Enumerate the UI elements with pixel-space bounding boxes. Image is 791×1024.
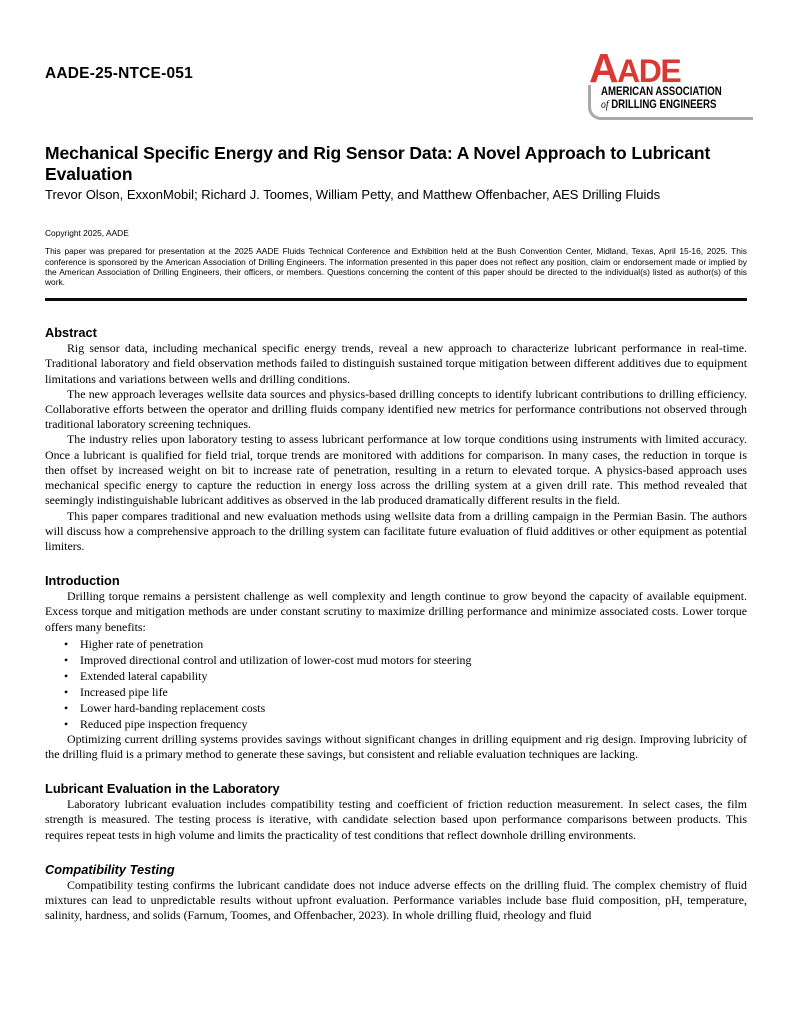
paper-number: AADE-25-NTCE-051 <box>45 65 193 82</box>
lab-evaluation-heading: Lubricant Evaluation in the Laboratory <box>45 781 280 797</box>
aade-logo-letter-a: A <box>589 45 618 91</box>
bullet-item <box>64 716 747 732</box>
bullet-marker: • <box>64 700 69 715</box>
compatibility-testing-heading: Compatibility Testing <box>45 861 175 877</box>
section-lab-evaluation <box>45 781 747 843</box>
aade-logo-of-word: of <box>601 98 609 111</box>
bullet-marker: • <box>64 684 69 699</box>
section-introduction <box>45 573 747 762</box>
section-compatibility-testing <box>45 862 747 924</box>
abstract-paragraph-4: This paper compares traditional and new evaluation methods using wellsite data from a drilling campaign in the Permian Basin. The authors will discuss how a comprehensive approach to the drilling system can facilitate future evaluation of fluid additives or other equipment as potential limiters. <box>45 508 747 553</box>
introduction-paragraph-1: Drilling torque remains a persistent challenge as well complexity and length continue to grow beyond the capacity of available equipment. Excess torque and mitigation methods are under constant scrutiny to maximize drilling performance and minimize associated costs. Lower torque offers many benefits: <box>45 589 747 634</box>
aade-logo-subtitle-line1: AMERICAN ASSOCIATION <box>601 85 722 98</box>
lab-evaluation-paragraph-1: Laboratory lubricant evaluation includes compatibility testing and coefficient of friction reduction measurement. In select cases, the film strength is measured. The testing process is iterative, with candidate selection based upon performance comparisons between products. This requires repeat tests in high volume and limits the practicality of test conditions that reflect downhole drilling environments. <box>45 797 747 842</box>
aade-logo-letters-ade: ADE <box>617 53 681 89</box>
aade-logo-wordmark <box>589 45 753 91</box>
bullet-text: Improved directional control and utilization of lower-cost mud motors for steering <box>80 652 472 667</box>
divider-rule <box>45 298 747 301</box>
section-abstract <box>45 325 747 554</box>
abstract-paragraph-2: The new approach leverages wellsite data sources and physics-based drilling concepts to identify lubricant contributions to drilling efficiency. Collaborative efforts between the operator and drilling fluids company identified new metrics for performance contributions not observed through traditional laboratory screening techniques. <box>45 386 747 432</box>
bullet-item <box>64 700 747 716</box>
bullet-marker: • <box>64 652 69 667</box>
bullet-text: Lower hard-banding replacement costs <box>80 700 266 715</box>
introduction-heading: Introduction <box>45 573 120 589</box>
aade-logo-subtitle-line2-text: DRILLING ENGINEERS <box>611 98 717 111</box>
aade-logo-subtitle-line2 <box>601 99 729 112</box>
bullet-text: Reduced pipe inspection frequency <box>80 716 248 731</box>
copyright-line: Copyright 2025, AADE <box>45 228 129 239</box>
bullet-text: Higher rate of penetration <box>80 636 204 651</box>
bullet-marker: • <box>64 636 69 651</box>
bullet-item <box>64 684 747 700</box>
bullet-text: Extended lateral capability <box>80 668 208 683</box>
authors-line: Trevor Olson, ExxonMobil; Richard J. Toomes, William Petty, and Matthew Offenbacher, AES Drilling Fluids <box>45 187 661 203</box>
bullet-marker: • <box>64 668 69 683</box>
bullet-text: Increased pipe life <box>80 684 168 699</box>
abstract-paragraph-3: The industry relies upon laboratory testing to assess lubricant performance at low torque conditions using instruments with limited accuracy. Once a lubricant is qualified for field trial, torque trends are monitored with additions for comparison. In many cases, the reduction in torque is then offset by increased weight on bit to increase rate of penetration, resulting in a return to elevated torque. A physics-based approach uses mechanical specific energy to capture the reduction in energy loss across the drilling system at a given drill rate. This method revealed that seemingly indistinguishable lubricant additives as observed in the lab produced dramatically different results in the field. <box>45 432 747 508</box>
bullet-item <box>64 636 747 652</box>
abstract-paragraph-1: Rig sensor data, including mechanical specific energy trends, reveal a new approach to characterize lubricant performance in real-time. Traditional laboratory and field observation methods failed to distinguish sustained torque mitigation between different additives due to equipment limitations and variations between wells and drilling conditions. <box>45 341 747 386</box>
page-header <box>45 45 747 128</box>
benefits-bullet-list <box>45 636 747 732</box>
abstract-heading: Abstract <box>45 325 97 341</box>
compatibility-testing-paragraph-1: Compatibility testing confirms the lubricant candidate does not induce adverse effects on the drilling fluid. The complex chemistry of fluid mixtures can lead to unpredictable results without upfront evaluation. Performance variables include base fluid composition, pH, temperature, salinity, hardness, and solids (Farnum, Toomes, and Offenbacher, 2023). In whole drilling fluid, rheology and fluid <box>45 877 747 923</box>
bullet-marker: • <box>64 716 69 731</box>
bullet-item <box>64 652 747 668</box>
disclaimer-text: This paper was prepared for presentation at the 2025 AADE Fluids Technical Conference and Exhibition held at the Bush Convention Center, Midland, Texas, April 15-16, 2025. This conference is sponsored by the American Association of Drilling Engineers. The information presented in this paper does not reflect any position, claim or endorsement made or implied by the American Association of Drilling Engineers, their officers, or members. Questions concerning the content of this paper should be directed to the individual(s) listed as author(s) of this work. <box>45 246 747 288</box>
bullet-item <box>64 668 747 684</box>
paper-title: Mechanical Specific Energy and Rig Sensor Data: A Novel Approach to Lubricant Evaluation <box>45 143 711 184</box>
aade-logo-curve <box>588 85 753 121</box>
introduction-paragraph-2: Optimizing current drilling systems provides savings without significant changes in drilling equipment and rig design. Improving lubricity of the drilling fluid is a primary method to generate these savings, but consistent and reliable evaluation techniques are lacking. <box>45 731 747 761</box>
aade-logo <box>585 45 753 120</box>
